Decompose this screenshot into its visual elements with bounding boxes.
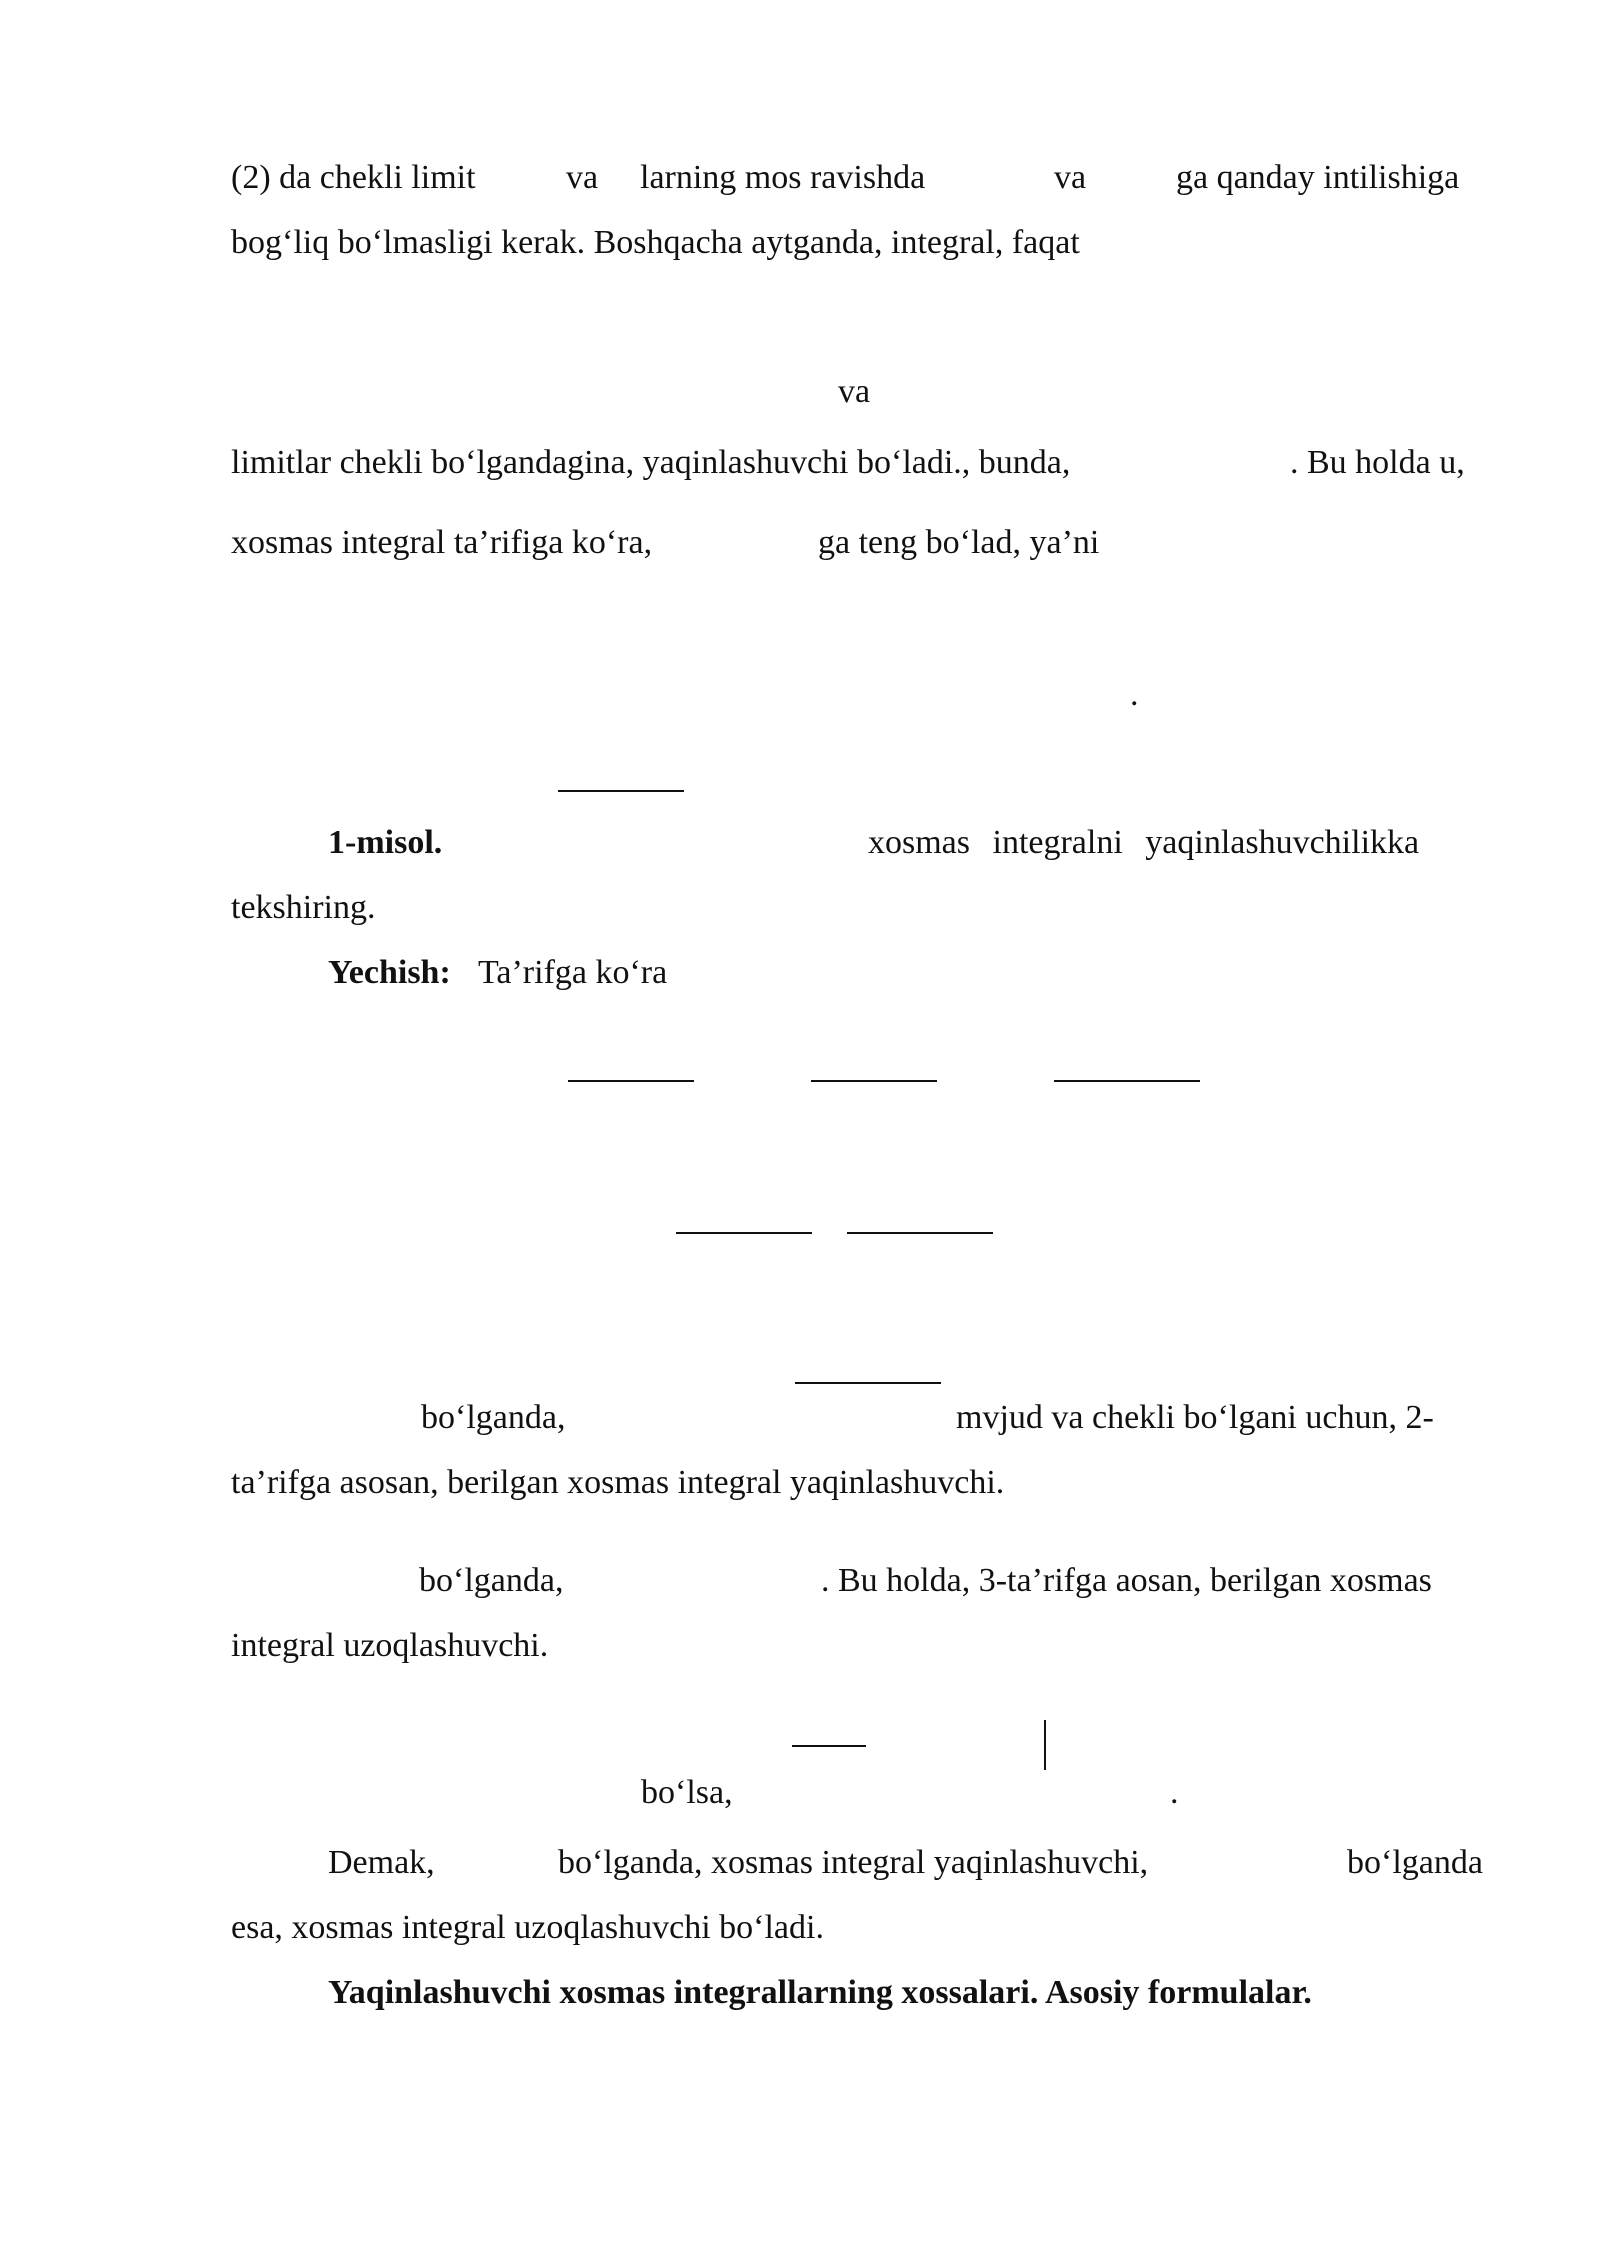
fraction-bar (558, 790, 684, 792)
case1-condition-text: bo‘lganda, (421, 1399, 566, 1436)
case1-result-continued: ta’rifga asosan, berilgan xosmas integral yaqinlashuvchi. (231, 1464, 1005, 1501)
section-heading: Yaqinlashuvchi xosmas integrallarning xossalari. Asosiy formulalar. (328, 1974, 1312, 2011)
fraction-bar (811, 1080, 937, 1082)
text-line5-part2: ga teng bo‘lad, ya’ni (818, 524, 1100, 561)
text-line1-va2: va (1054, 159, 1087, 196)
text-line4-part2: . Bu holda u, (1290, 444, 1465, 481)
text-line5-part1: xosmas integral ta’rifiga ko‘ra, (231, 524, 653, 561)
text-line1-part1: (2) da chekli limit (231, 159, 476, 196)
example-text-continued: tekshiring. (231, 889, 376, 926)
fraction-bar (795, 1382, 941, 1384)
text-line3-va: va (838, 373, 871, 410)
conclusion-text-convergent: bo‘lganda, xosmas integral yaqinlashuvchi, (558, 1844, 1149, 1881)
text-line4-part1: limitlar chekli bo‘lgandagina, yaqinlashuvchi bo‘ladi., bunda, (231, 444, 1071, 481)
text-line1-va1: va (566, 159, 599, 196)
case1-result-text: mvjud va chekli bo‘lgani uchun, 2- (956, 1399, 1434, 1436)
text-line2: bog‘liq bo‘lmasligi kerak. Boshqacha aytganda, integral, faqat (231, 224, 1080, 261)
fraction-bar (847, 1232, 993, 1234)
fraction-bar (568, 1080, 694, 1082)
text-line1-part2: larning mos ravishda (640, 159, 926, 196)
solution-label: Yechish: (328, 954, 451, 991)
formula-period: . (1130, 676, 1139, 713)
conclusion-continued: esa, xosmas integral uzoqlashuvchi bo‘ladi. (231, 1909, 824, 1946)
case3-period: . (1170, 1774, 1179, 1811)
case2-result-text: . Bu holda, 3-ta’rifga aosan, berilgan xosmas (821, 1562, 1432, 1599)
evaluation-bar (1044, 1720, 1046, 1770)
fraction-bar (792, 1745, 866, 1747)
solution-text: Ta’rifga ko‘ra (478, 954, 668, 991)
text-line1-part3: ga qanday intilishiga (1176, 159, 1460, 196)
case2-result-continued: integral uzoqlashuvchi. (231, 1627, 549, 1664)
conclusion-label: Demak, (328, 1844, 435, 1881)
example-text: xosmas integralni yaqinlashuvchilikka (868, 824, 1420, 861)
conclusion-text-divergent: bo‘lganda (1347, 1844, 1483, 1881)
case2-condition-text: bo‘lganda, (419, 1562, 564, 1599)
case3-condition-text: bo‘lsa, (641, 1774, 733, 1811)
fraction-bar (676, 1232, 812, 1234)
example-label: 1-misol. (328, 824, 443, 861)
fraction-bar (1054, 1080, 1200, 1082)
